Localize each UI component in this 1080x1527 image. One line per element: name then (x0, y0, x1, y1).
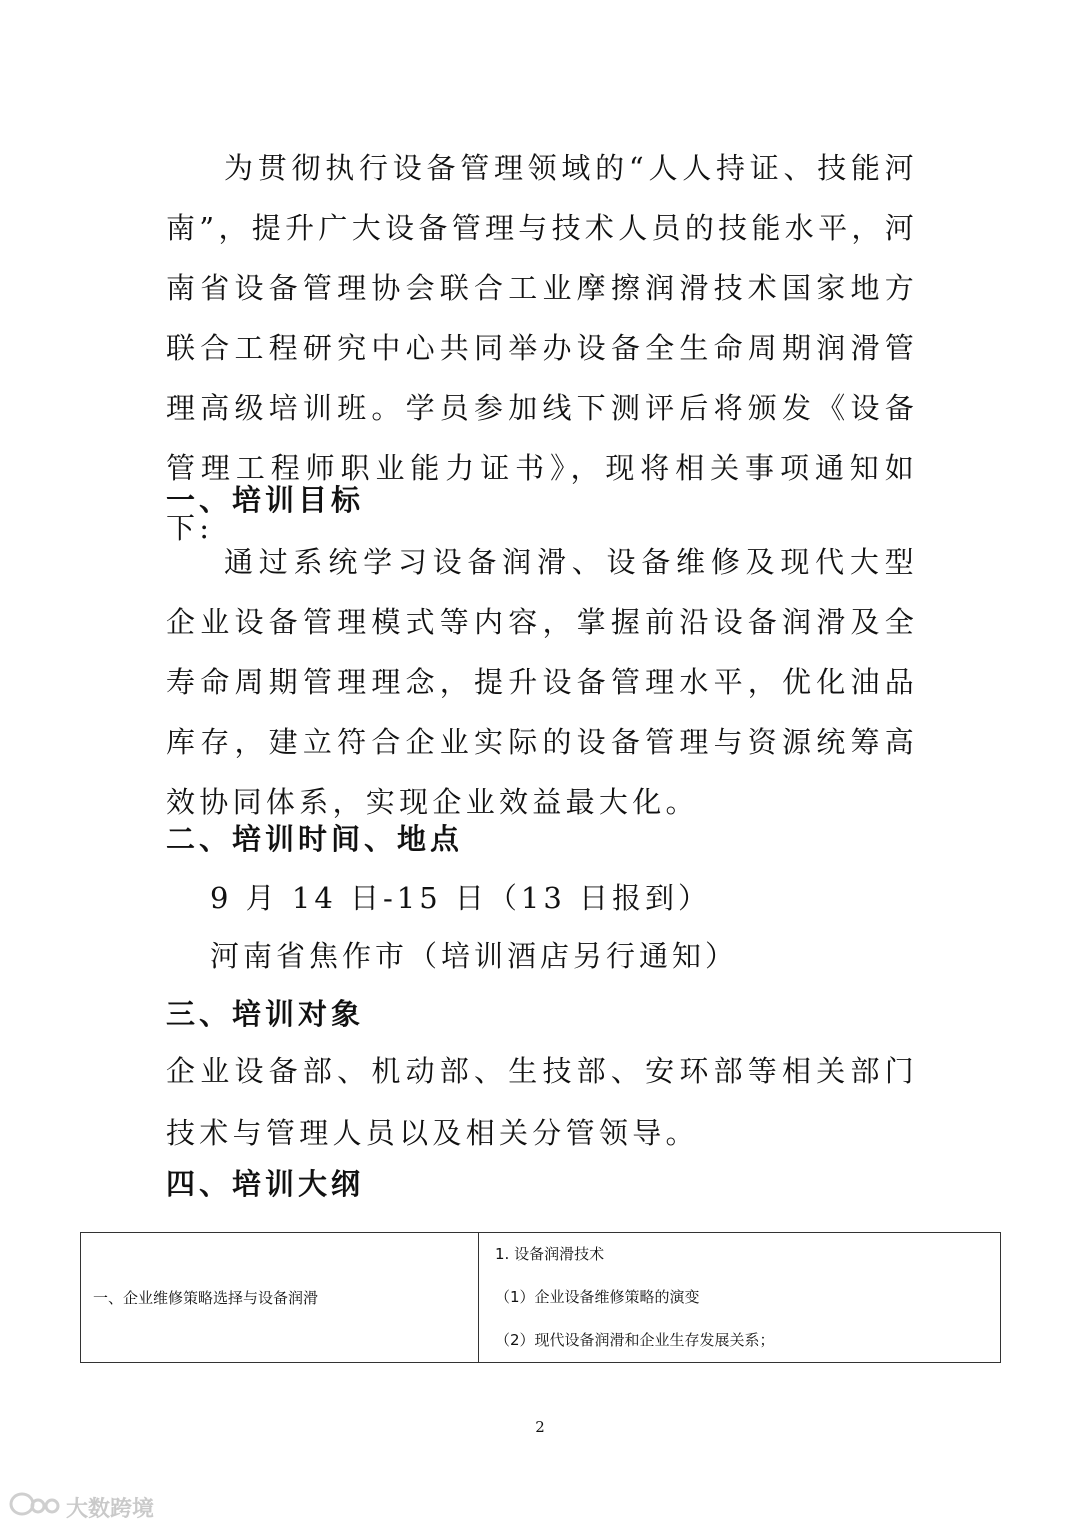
topic-item: 1. 设备润滑技术 (495, 1245, 605, 1263)
section-heading-goal: 一、培训目标 (166, 483, 365, 517)
goal-paragraph: 通过系统学习设备润滑、设备维修及现代大型企业设备管理模式等内容，掌握前沿设备润滑及全寿命周期管理理念，提升设备管理水平，优化油品库存，建立符合企业实际的设备管理与资源统筹高效协同体系，实现企业效益最大化。 (166, 545, 918, 819)
topic-item: （1）企业设备维修策略的演变 (495, 1288, 700, 1306)
outline-table (80, 1232, 1001, 1363)
training-time: 9 月 14 日-15 日（13 日报到） (210, 881, 712, 915)
intro-paragraph: 为贯彻执行设备管理领域的“人人持证、技能河南”，提升广大设备管理与技术人员的技能水平，河南省设备管理协会联合工业摩擦润滑技术国家地方联合工程研究中心共同举办设备全生命周期润滑管理高级培训班。学员参加线下测评后将颁发《设备管理工程师职业能力证书》，现将相关事项通知如下: (166, 151, 918, 545)
section-heading-audience: 三、培训对象 (166, 997, 365, 1031)
training-place: 河南省焦作市（培训酒店另行通知） (210, 939, 739, 973)
topics-cell (479, 1233, 1001, 1363)
watermark (8, 1490, 154, 1524)
table-row (81, 1233, 1001, 1363)
watermark-logo-icon (8, 1490, 62, 1524)
section-heading-time-place: 二、培训时间、地点 (166, 822, 464, 856)
audience-paragraph: 企业设备部、机动部、生技部、安环部等相关部门技术与管理人员以及相关分管领导。 (166, 1054, 918, 1150)
page-number: 2 (535, 1418, 545, 1436)
topic-item: （2）现代设备润滑和企业生存发展关系； (495, 1331, 775, 1349)
watermark-text: 大数跨境 (66, 1496, 155, 1522)
module-cell: 一、企业维修策略选择与设备润滑 (81, 1233, 479, 1363)
section-heading-outline: 四、培训大纲 (166, 1167, 365, 1201)
